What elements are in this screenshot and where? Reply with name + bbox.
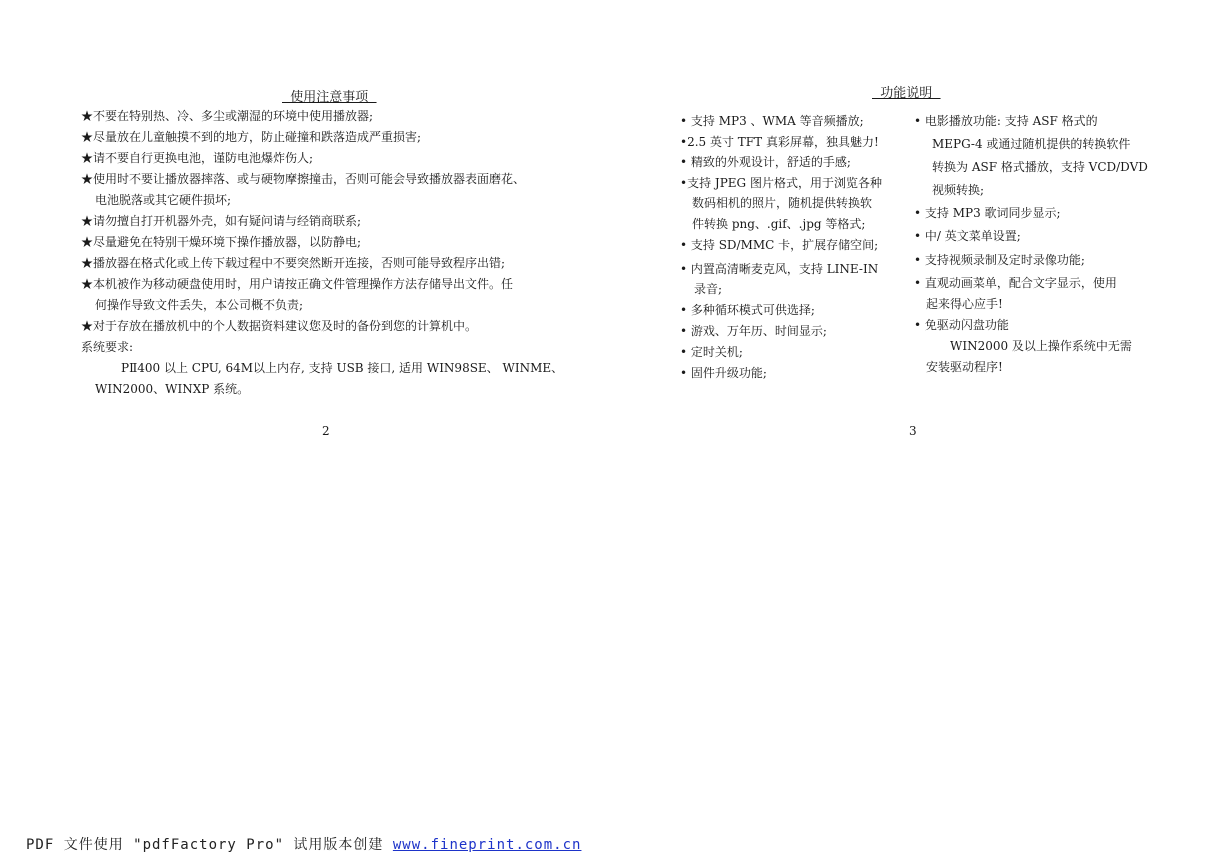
- system-requirements-line: WIN2000、WINXP 系统。: [95, 382, 250, 396]
- precautions-list: [81, 108, 581, 398]
- feature-line: 件转换 png、.gif、.jpg 等格式;: [692, 217, 866, 231]
- feature-line: • 内置高清晰麦克风，支持 LINE-IN: [680, 262, 879, 276]
- precaution-line: ★不要在特别热、冷、多尘或潮湿的环境中使用播放器;: [81, 109, 374, 123]
- precaution-line: ★请不要自行更换电池，谨防电池爆炸伤人;: [81, 151, 314, 165]
- feature-line: • 支持 MP3 歌词同步显示;: [914, 206, 1061, 220]
- page-number: 2: [322, 424, 330, 438]
- feature-line: 数码相机的照片，随机提供转换软: [692, 196, 873, 210]
- feature-line: • 免驱动闪盘功能: [914, 318, 1009, 332]
- feature-line: • 游戏、万年历、时间显示;: [680, 324, 827, 338]
- feature-line: • 固件升级功能;: [680, 366, 767, 380]
- precaution-line: ★对于存放在播放机中的个人数据资料建议您及时的备份到您的计算机中。: [81, 319, 478, 333]
- feature-line: • 支持 SD/MMC 卡，扩展存储空间;: [680, 238, 879, 252]
- feature-line: 转换为 ASF 格式播放，支持 VCD/DVD: [932, 160, 1148, 174]
- precaution-line: ★尽量放在儿童触摸不到的地方，防止碰撞和跌落造成严重损害;: [81, 130, 422, 144]
- features-column-2: [914, 113, 1148, 378]
- system-requirements-line: PⅡ400 以上 CPU, 64M以上内存, 支持 USB 接口, 适用 WIN98SE、 WINME、: [121, 361, 564, 375]
- feature-line: • 支持视频录制及定时录像功能;: [914, 253, 1085, 267]
- footer-text: PDF 文件使用 "pdfFactory Pro" 试用版本创建: [26, 837, 393, 853]
- feature-line: 视频转换;: [932, 183, 985, 197]
- page-number: 3: [909, 424, 917, 438]
- feature-line: MEPG-4 或通过随机提供的转换软件: [932, 137, 1131, 151]
- feature-line: • 电影播放功能: 支持 ASF 格式的: [914, 114, 1098, 128]
- precaution-line: 电池脱落或其它硬件损坏;: [95, 193, 232, 207]
- feature-line: • 直观动画菜单，配合文字显示，使用: [914, 276, 1117, 290]
- feature-line: • 定时关机;: [680, 345, 743, 359]
- system-requirements-heading: 系统要求:: [81, 340, 134, 354]
- precaution-line: ★尽量避免在特别干燥环境下操作播放器，以防静电;: [81, 235, 362, 249]
- precaution-line: ★本机被作为移动硬盘使用时，用户请按正确文件管理操作方法存储导出文件。任: [81, 277, 514, 291]
- precaution-line: 何操作导致文件丢失，本公司概不负责;: [95, 298, 304, 312]
- feature-line: WIN2000 及以上操作系统中无需: [950, 339, 1132, 353]
- features-column-1: [680, 113, 912, 388]
- pdf-footer: [26, 834, 581, 854]
- precaution-line: ★播放器在格式化或上传下载过程中不要突然断开连接，否则可能导致程序出错;: [81, 256, 506, 270]
- feature-line: 安装驱动程序!: [926, 360, 1003, 374]
- footer-link[interactable]: www.fineprint.com.cn: [392, 837, 582, 853]
- precaution-line: ★请勿擅自打开机器外壳，如有疑问请与经销商联系;: [81, 214, 362, 228]
- feature-line: • 支持 MP3 、WMA 等音频播放;: [680, 114, 864, 128]
- left-page-title: 使用注意事项: [282, 90, 377, 105]
- feature-line: 起来得心应手!: [926, 297, 1003, 311]
- feature-line: •支持 JPEG 图片格式，用于浏览各种: [680, 176, 882, 190]
- feature-line: • 精致的外观设计，舒适的手感;: [680, 155, 851, 169]
- feature-line: 录音;: [694, 282, 723, 296]
- precaution-line: ★使用时不要让播放器摔落、或与硬物摩擦撞击，否则可能会导致播放器表面磨花、: [81, 172, 526, 186]
- feature-line: •2.5 英寸 TFT 真彩屏幕，独具魅力!: [680, 135, 879, 149]
- feature-line: • 中/ 英文菜单设置;: [914, 229, 1021, 243]
- right-page-title: 功能说明: [872, 86, 941, 101]
- feature-line: • 多种循环模式可供选择;: [680, 303, 815, 317]
